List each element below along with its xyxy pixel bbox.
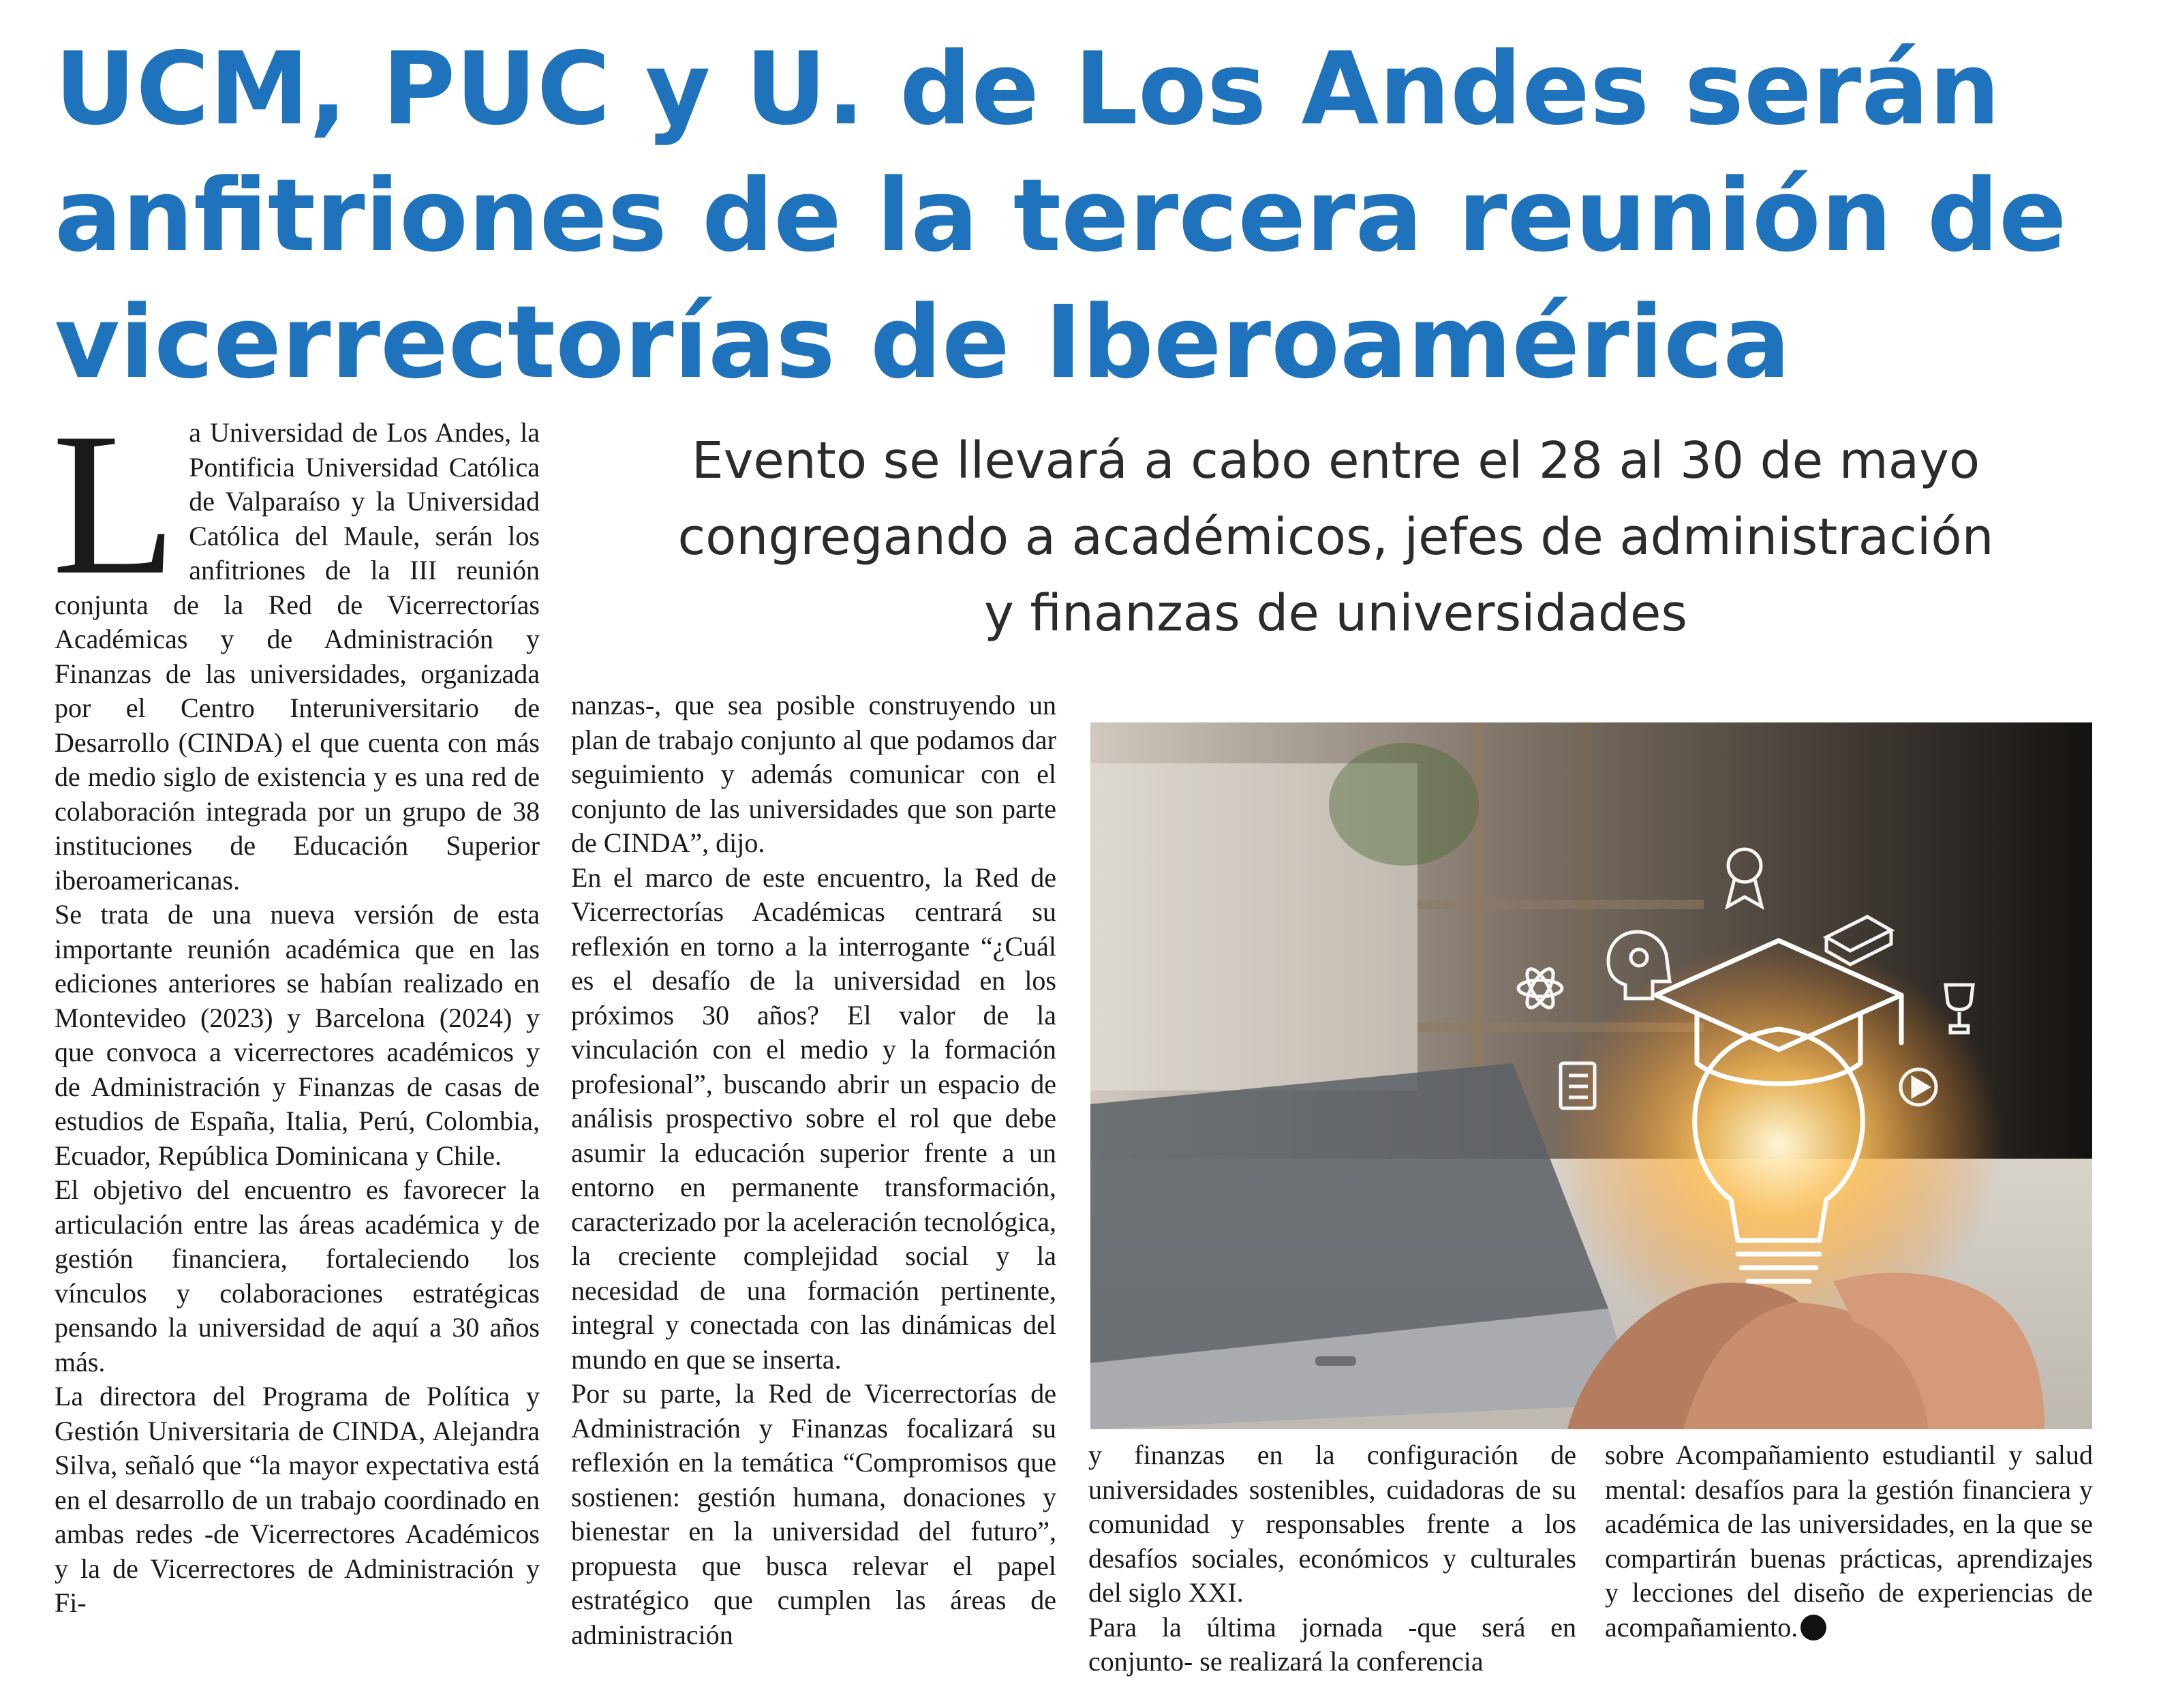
paragraph: La directora del Programa de Política y Gestión Universitaria de CINDA, Alejandra Silva, señaló que “la mayor expectativa está en el desarrollo de un trabajo coordinado en ambas redes -de Vicerrectores Académicos y la de Vicerrectores de Administración y Fi- — [55, 1381, 540, 1618]
article-column-2 — [571, 688, 1056, 1652]
paragraph: nanzas-, que sea posible construyendo un plan de trabajo conjunto al que podamos dar seguimiento y además comunicar con el conjunto de las universidades que son parte de CINDA”, dijo. — [571, 690, 1056, 858]
lightbulb-graduation-illustration — [1090, 722, 2092, 1429]
paragraph: Por su parte, la Red de Vicerrectorías de Administración y Finanzas focalizará su reflexión en la temática “Compromisos que sostienen: gestión humana, donaciones y bienestar en la universidad del futuro”, propuesta que busca relevar el papel estratégico que cumplen las áreas de administración — [571, 1378, 1056, 1650]
headline-line-2: anfitriones de la tercera reunión de — [55, 157, 2067, 274]
headline-line-3: vicerrectorías de Iberoamérica — [55, 284, 1791, 401]
paragraph-text: sobre Acompañamiento estudiantil y salud mental: desafíos para la gestión financiera y académica de las universidades, en la que se compartirán buenas prácticas, aprendizajes y lecciones del diseño de experiencias de acompañamiento. — [1605, 1439, 2093, 1643]
article-column-4 — [1605, 1438, 2093, 1645]
subheadline — [559, 423, 2113, 652]
article-column-1 — [52, 391, 540, 1621]
subheadline-line-2: congregando a académicos, jefes de administración — [677, 508, 1994, 566]
headline-line-1: UCM, PUC y U. de Los Andes serán — [55, 31, 2001, 147]
subheadline-line-3: y finanzas de universidades — [984, 584, 1687, 643]
paragraph: a Universidad de Los Andes, la Pontificia Universidad Católica de Valparaíso y la Universidad Católica del Maule, serán los anfitriones de la III reunión conjunta de la Red de Vicerrectorías Académicas y de Administración y Finanzas de las universidades, organizada por el Centro Interuniversitario de Desarrollo (CINDA) el que cuenta con más de medio siglo de existencia y es una red de colaboración integrada por un grupo de 38 instituciones de Educación Superior iberoamericanas. — [55, 417, 540, 896]
article-column-3 — [1088, 1438, 1576, 1679]
headline — [55, 26, 2126, 406]
subheadline-line-1: Evento se llevará a cabo entre el 28 al 30 de mayo — [691, 431, 1980, 490]
drop-cap: L — [52, 391, 177, 617]
paragraph: El objetivo del encuentro es favorecer la articulación entre las áreas académica y de gestión financiera, fortaleciendo los vínculos y colaboraciones estratégicas pensando la universidad de aquí a 30 años más. — [55, 1174, 540, 1377]
paragraph: y finanzas en la configuración de universidades sostenibles, cuidadoras de su comunidad y responsables frente a los desafíos sociales, económicos y culturales del siglo XXI. — [1088, 1439, 1576, 1608]
paragraph — [1605, 1438, 2093, 1645]
article-photo — [1090, 722, 2092, 1429]
paragraph: Para la última jornada -que será en conjunto- se realizará la conferencia — [1088, 1611, 1576, 1677]
end-mark-icon — [1800, 1615, 1826, 1641]
paragraph: Se trata de una nueva versión de esta importante reunión académica que en las ediciones anteriores se habían realizado en Montevideo (2023) y Barcelona (2024) y que convoca a vicerrectores académicos y de Administración y Finanzas de casas de estudios de España, Italia, Perú, Colombia, Ecuador, República Dominicana y Chile. — [55, 899, 540, 1171]
paragraph: En el marco de este encuentro, la Red de Vicerrectorías Académicas centrará su reflexión en torno a la interrogante “¿Cuál es el desafío de la universidad en los próximos 30 años? El valor de la vinculación con el medio y la formación profesional”, buscando abrir un espacio de análisis prospectivo sobre el rol que debe asumir la educación superior frente a un entorno en permanente transformación, caracterizado por la aceleración tecnológica, la creciente complejidad social y la necesidad de una formación pertinente, integral y conectada con las dinámicas del mundo en que se inserta. — [571, 861, 1056, 1375]
